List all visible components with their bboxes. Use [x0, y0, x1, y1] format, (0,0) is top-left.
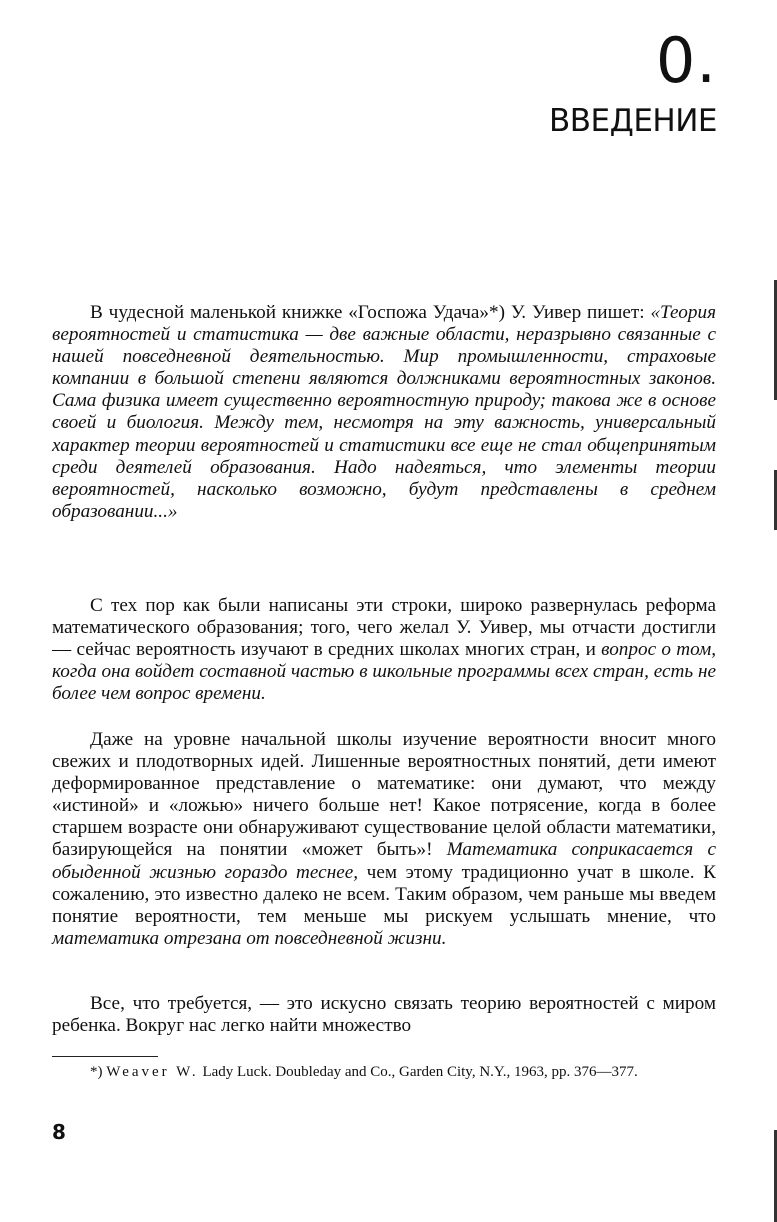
paragraph-2-emphasis: вопрос о том, когда она войдет составной частью в школьные программы всех стран, есть не более чем вопрос времени.: [52, 639, 716, 705]
paragraph-2: [52, 595, 716, 705]
chapter-number: 0.: [655, 24, 717, 97]
paragraph-1-intro: В чудесной маленькой книжке «Госпожа Удача»*) У. Уивер пишет:: [90, 302, 651, 323]
page-number: 8: [52, 1120, 66, 1144]
footnote-text: Lady Luck. Doubleday and Co., Garden City, N.Y., 1963, pp. 376—377.: [198, 1064, 638, 1080]
chapter-title: ВВЕДЕНИЕ: [548, 103, 717, 139]
paragraph-1: [52, 302, 716, 523]
paragraph-3-text-a: Даже на уровне начальной школы изучение вероятности вносит много свежих и плодотворных идей. Лишенные вероятностных понятий, дети имеют деформированное представление о математике: они думают, что между «истиной» и «ложью» ничего больше нет! Какое потрясение, когда в более старшем возрасте они обнаруживают существование целой области математики, базирующейся на понятии «может быть»!: [52, 729, 716, 861]
footnote-author: Weaver W.: [106, 1064, 199, 1080]
footnote: [52, 1063, 716, 1081]
paragraph-3-emphasis-1: Математика соприкасается с обыденной жизнью гораздо теснее,: [52, 839, 716, 883]
paragraph-2-text: С тех пор как были написаны эти строки, широко развернулась реформа математического образования; того, чего желал У. Уивер, мы отчасти достигли — сейчас вероятность изучают в средних школах многих стран, и: [52, 595, 716, 661]
paragraph-3-text-b: чем этому традиционно учат в школе. К сожалению, это известно далеко не всем. Таким образом, чем раньше мы введем понятие вероятности, тем меньше мы рискуем услышать мнение, что: [52, 861, 716, 927]
paragraph-3-emphasis-2: математика отрезана от повседневной жизни.: [52, 927, 447, 949]
footnote-divider: [52, 1056, 158, 1057]
weaver-quote: «Теория вероятностей и статистика — две важные области, неразрывно связанные с нашей повседневной деятельностью. Мир промышленности, страховые компании в большой степени являются должниками вероятностных законов. Сама физика имеет существенно вероятностную природу; такова же в основе своей и биология. Между тем, несмотря на эту важность, универсальный характер теории вероятностей и статистики все еще не стал общепринятым среди деятелей образования. Надо надеяться, что элементы теории вероятностей, насколько возможно, будут представлены в среднем образовании...»: [52, 302, 716, 522]
paragraph-3: [52, 729, 716, 950]
footnote-marker: *): [90, 1064, 107, 1080]
paragraph-4-text: Все, что требуется, — это искусно связать теорию вероятностей с миром ребенка. Вокруг нас легко найти множество: [52, 993, 716, 1037]
paragraph-4: [52, 993, 716, 1037]
